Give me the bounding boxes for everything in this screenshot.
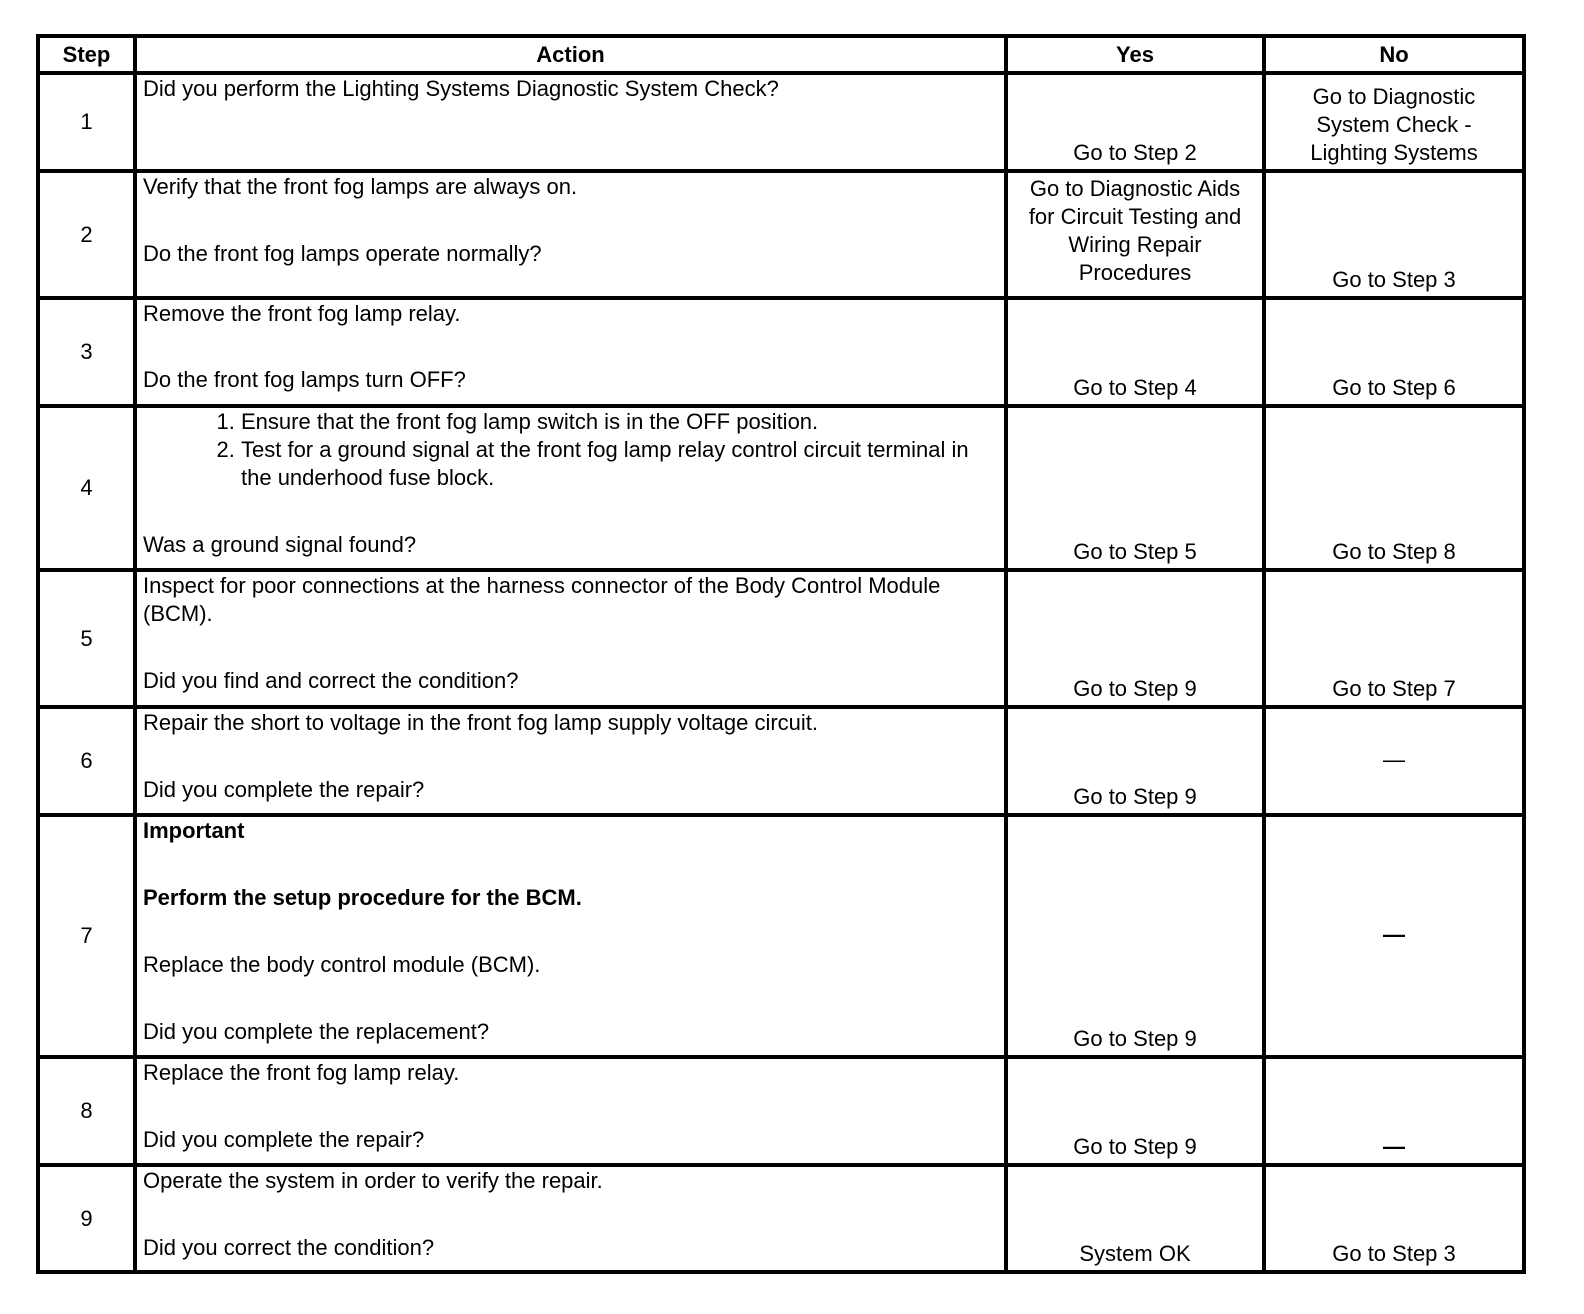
- numbered-list: [143, 408, 998, 492]
- action-cell: [135, 815, 1006, 1057]
- step-number: 9: [38, 1165, 135, 1272]
- yes-cell: Go to Step 5: [1006, 406, 1264, 570]
- action-question: Did you find and correct the condition?: [143, 668, 519, 693]
- header-step: Step: [38, 36, 135, 73]
- header-no: No: [1264, 36, 1524, 73]
- action-question: Do the front fog lamps turn OFF?: [143, 367, 466, 392]
- table-row: [38, 707, 1524, 815]
- no-cell: Go to Step 3: [1264, 1165, 1524, 1272]
- yes-cell: Go to Step 4: [1006, 298, 1264, 406]
- table-row: [38, 1057, 1524, 1165]
- table-row: [38, 1165, 1524, 1272]
- no-cell: —: [1264, 707, 1524, 815]
- action-question: Did you complete the replacement?: [143, 1019, 490, 1044]
- action-text: Remove the front fog lamp relay.: [143, 301, 461, 326]
- no-cell: Go to Step 6: [1264, 298, 1524, 406]
- action-cell: [135, 298, 1006, 406]
- action-cell: [135, 406, 1006, 570]
- action-cell: [135, 707, 1006, 815]
- important-text: Perform the setup procedure for the BCM.: [143, 885, 582, 910]
- action-cell: [135, 1057, 1006, 1165]
- action-text: Replace the body control module (BCM).: [143, 952, 541, 977]
- no-cell: Go to Diagnostic System Check - Lighting Systems: [1264, 73, 1524, 171]
- header-action: Action: [135, 36, 1006, 73]
- step-number: 8: [38, 1057, 135, 1165]
- step-number: 6: [38, 707, 135, 815]
- no-cell: —: [1264, 815, 1524, 1057]
- yes-cell: Go to Step 2: [1006, 73, 1264, 171]
- table-row: [38, 570, 1524, 707]
- no-cell: Go to Step 3: [1264, 171, 1524, 298]
- action-cell: [135, 73, 1006, 171]
- step-number: 4: [38, 406, 135, 570]
- no-cell: —: [1264, 1057, 1524, 1165]
- step-number: 7: [38, 815, 135, 1057]
- action-question: Did you correct the condition?: [143, 1235, 435, 1260]
- action-text: Did you perform the Lighting Systems Diagnostic System Check?: [143, 76, 779, 101]
- list-item: 2. Test for a ground signal at the front fog lamp relay control circuit terminal in the underhood fuse block.: [241, 436, 998, 492]
- diagnostic-table: [36, 34, 1526, 1274]
- table-row: [38, 406, 1524, 570]
- action-text: Replace the front fog lamp relay.: [143, 1060, 460, 1085]
- list-item: 1. Ensure that the front fog lamp switch is in the OFF position.: [241, 408, 998, 436]
- action-question: Did you complete the repair?: [143, 1127, 425, 1152]
- action-cell: [135, 570, 1006, 707]
- step-number: 3: [38, 298, 135, 406]
- yes-cell: Go to Step 9: [1006, 1057, 1264, 1165]
- table-row: [38, 298, 1524, 406]
- yes-cell: Go to Step 9: [1006, 815, 1264, 1057]
- action-question: Did you complete the repair?: [143, 777, 425, 802]
- action-cell: [135, 171, 1006, 298]
- yes-cell: System OK: [1006, 1165, 1264, 1272]
- step-number: 5: [38, 570, 135, 707]
- header-row: [38, 36, 1524, 73]
- important-label: Important: [143, 818, 245, 843]
- table-row: [38, 815, 1524, 1057]
- step-number: 1: [38, 73, 135, 171]
- no-cell: Go to Step 7: [1264, 570, 1524, 707]
- yes-cell: Go to Diagnostic Aids for Circuit Testing and Wiring Repair Procedures: [1006, 171, 1264, 298]
- header-yes: Yes: [1006, 36, 1264, 73]
- action-text: Operate the system in order to verify the repair.: [143, 1168, 603, 1193]
- action-text: Inspect for poor connections at the harness connector of the Body Control Module (BCM).: [143, 573, 941, 626]
- table-row: [38, 73, 1524, 171]
- action-question: Do the front fog lamps operate normally?: [143, 241, 542, 266]
- no-cell: Go to Step 8: [1264, 406, 1524, 570]
- action-question: Was a ground signal found?: [143, 532, 417, 557]
- table-row: [38, 171, 1524, 298]
- action-text: Repair the short to voltage in the front fog lamp supply voltage circuit.: [143, 710, 819, 735]
- action-text: Verify that the front fog lamps are always on.: [143, 174, 578, 199]
- step-number: 2: [38, 171, 135, 298]
- yes-cell: Go to Step 9: [1006, 570, 1264, 707]
- action-cell: [135, 1165, 1006, 1272]
- yes-cell: Go to Step 9: [1006, 707, 1264, 815]
